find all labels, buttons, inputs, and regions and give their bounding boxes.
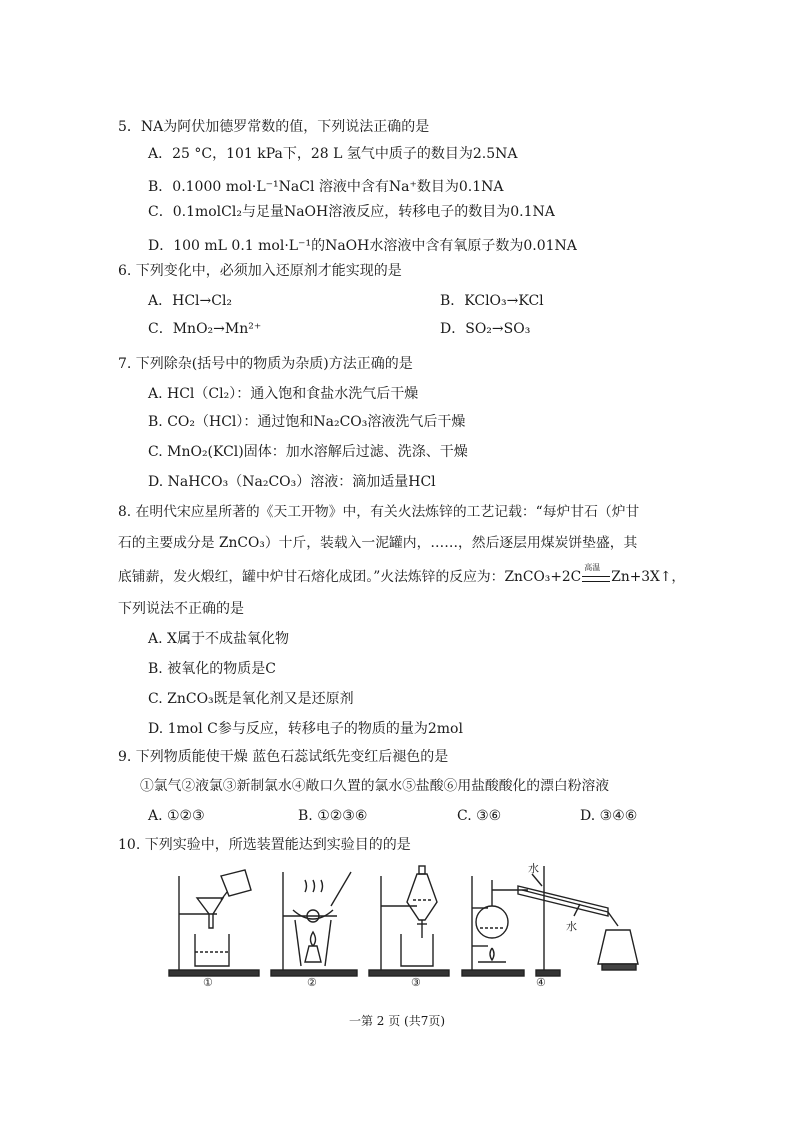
q8-equation-right: Zn+3X↑， bbox=[611, 569, 686, 585]
q5-option-c: C．0.1molCl₂与足量NaOH溶液反应，转移电子的数目为0.1NA bbox=[148, 204, 555, 220]
q8-option-b: B. 被氧化的物质是C bbox=[148, 661, 276, 677]
q8-option-a: A. X属于不成盐氧化物 bbox=[148, 631, 289, 647]
q9-substance-list: ①氯气②液氯③新制氯水④敞口久置的氯水⑤盐酸⑥用盐酸酸化的漂白粉溶液 bbox=[140, 778, 610, 794]
q8-option-c: C. ZnCO₃既是氧化剂又是还原剂 bbox=[148, 691, 354, 707]
water-outlet-label: 水 bbox=[528, 862, 539, 875]
q7-option-a: A. HCl（Cl₂）：通入饱和食盐水洗气后干燥 bbox=[148, 386, 419, 402]
q9-stem: 9. 下列物质能使干燥 蓝色石蕊试纸先变红后褪色的是 bbox=[118, 749, 449, 765]
q7-option-b: B. CO₂（HCl）：通过饱和Na₂CO₃溶液洗气后干燥 bbox=[148, 414, 466, 430]
distillation-apparatus-icon bbox=[458, 856, 648, 992]
q8-question: 下列说法不正确的是 bbox=[118, 601, 244, 617]
q9-option-b: B. ①②③⑥ bbox=[298, 808, 368, 824]
q6-option-d: D．SO₂→SO₃ bbox=[440, 321, 531, 337]
q9-option-d: D. ③④⑥ bbox=[580, 808, 638, 824]
separatory-funnel-icon bbox=[365, 862, 455, 992]
q8-option-d: D. 1mol C参与反应，转移电子的物质的量为2mol bbox=[148, 721, 463, 737]
apparatus-label-3: ③ bbox=[411, 976, 421, 989]
q5-option-b: B．0.1000 mol·L⁻¹NaCl 溶液中含有Na⁺数目为0.1NA bbox=[148, 179, 504, 195]
water-inlet-label: 水 bbox=[566, 920, 577, 933]
q7-stem: 7. 下列除杂(括号中的物质为杂质)方法正确的是 bbox=[118, 356, 413, 372]
q6-option-a: A．HCl→Cl₂ bbox=[148, 293, 233, 309]
q5-stem: 5．NA为阿伏加德罗常数的值，下列说法正确的是 bbox=[118, 119, 430, 135]
filtration-apparatus-icon bbox=[165, 862, 265, 992]
apparatus-label-1: ① bbox=[203, 976, 213, 989]
q5-option-a: A．25 °C，101 kPa下，28 L 氢气中质子的数目为2.5NA bbox=[148, 146, 518, 162]
q6-stem: 6. 下列变化中，必须加入还原剂才能实现的是 bbox=[118, 263, 402, 279]
q7-option-c: C. MnO₂(KCl)固体：加水溶解后过滤、洗涤、干燥 bbox=[148, 444, 468, 460]
equals-sign-icon bbox=[582, 576, 610, 582]
q5-option-d: D．100 mL 0.1 mol·L⁻¹的NaOH水溶液中含有氧原子数为0.01NA bbox=[148, 238, 577, 254]
q7-option-d: D. NaHCO₃（Na₂CO₃）溶液：滴加适量HCl bbox=[148, 474, 436, 490]
apparatus-label-2: ② bbox=[307, 976, 317, 989]
reaction-arrow bbox=[581, 562, 611, 585]
q9-option-c: C. ③⑥ bbox=[457, 808, 502, 824]
q8-stem-line2: 石的主要成分是 ZnCO₃）十斤，装载入一泥罐内，……，然后逐层用煤炭饼垫盛，其 bbox=[118, 535, 638, 551]
evaporation-apparatus-icon bbox=[265, 862, 365, 992]
q8-stem-line3 bbox=[118, 562, 686, 586]
apparatus-label-4: ④ bbox=[536, 976, 546, 989]
q10-stem: 10. 下列实验中，所选装置能达到实验目的的是 bbox=[118, 837, 411, 853]
q6-option-c: C．MnO₂→Mn²⁺ bbox=[148, 321, 262, 337]
q8-stem-line1: 8. 在明代宋应星所著的《天工开物》中，有关火法炼锌的工艺记载：“每炉甘石（炉甘 bbox=[118, 504, 640, 520]
page-footer: 一第 2 页 (共7页) bbox=[348, 1014, 446, 1028]
q9-option-a: A. ①②③ bbox=[148, 808, 205, 824]
reaction-condition: 高温 bbox=[584, 562, 601, 572]
q8-equation-left: 底铺薪，发火煅红，罐中炉甘石熔化成团。”火法炼锌的反应为：ZnCO₃+2C bbox=[118, 569, 582, 585]
q6-option-b: B．KClO₃→KCl bbox=[440, 293, 544, 309]
